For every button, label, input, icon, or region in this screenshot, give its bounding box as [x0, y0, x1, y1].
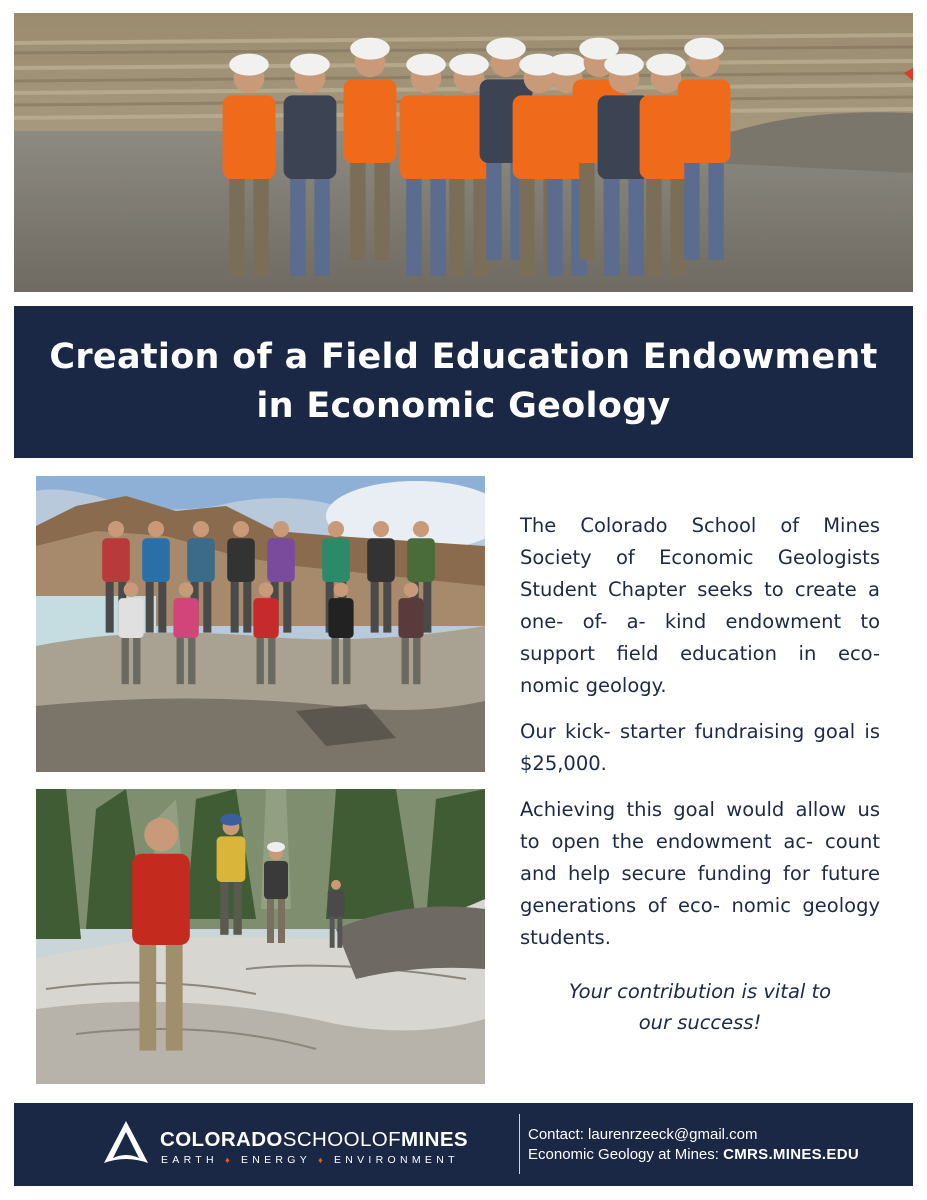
paragraph-goal: Our kick- starter fundraising goal is $25,000. [520, 720, 880, 775]
title-line-1: Creation of a Field Education Endowment [49, 337, 878, 377]
mines-tagline [161, 1154, 459, 1166]
footer-divider [519, 1114, 520, 1174]
call-to-action [520, 976, 880, 1038]
mines-wordmark [160, 1128, 468, 1152]
wordmark-school: SCHOOL [282, 1128, 372, 1151]
wordmark-mines: MINES [401, 1128, 468, 1151]
description-text [520, 510, 880, 1052]
hero-photo-mine-group [14, 13, 913, 292]
cta-line-2: our success! [638, 1011, 762, 1034]
tagline-dot-icon: ♦ [318, 1155, 327, 1165]
photo-field-outcrop [36, 789, 485, 1084]
tagline-energy: ENERGY [240, 1154, 311, 1166]
title-banner [14, 306, 913, 458]
contact-info [528, 1125, 859, 1165]
photo-group-mountain [36, 476, 485, 772]
page-title [49, 333, 877, 431]
footer-banner [14, 1103, 913, 1186]
paragraph-impact: Achieving this goal would allow us to open the endowment ac- count and help secure funding for future generations of eco- nomic geology students. [520, 798, 880, 949]
wordmark-of: OF [371, 1128, 402, 1151]
title-line-2: in Economic Geology [256, 386, 671, 426]
contact-label: Contact: [528, 1126, 584, 1143]
tagline-earth: EARTH [161, 1154, 218, 1166]
contact-line [528, 1125, 859, 1145]
website-label: Economic Geology at Mines: [528, 1146, 719, 1163]
cta-line-1: Your contribution is vital to [568, 980, 832, 1003]
website-link[interactable]: CMRS.MINES.EDU [723, 1146, 859, 1163]
wordmark-colorado: COLORADO [160, 1128, 283, 1151]
paragraph-intro: The Colorado School of Mines Society of Economic Geologists Student Chapter seeks to create a one- of- a- kind endowment to support field education in eco- nomic geology. [520, 514, 880, 697]
tagline-environment: ENVIRONMENT [333, 1154, 459, 1166]
contact-email[interactable]: laurenrzeeck@gmail.com [588, 1126, 758, 1143]
website-line [528, 1145, 859, 1165]
tagline-dot-icon: ♦ [225, 1155, 234, 1165]
mines-triangle-logo-icon [102, 1119, 150, 1169]
